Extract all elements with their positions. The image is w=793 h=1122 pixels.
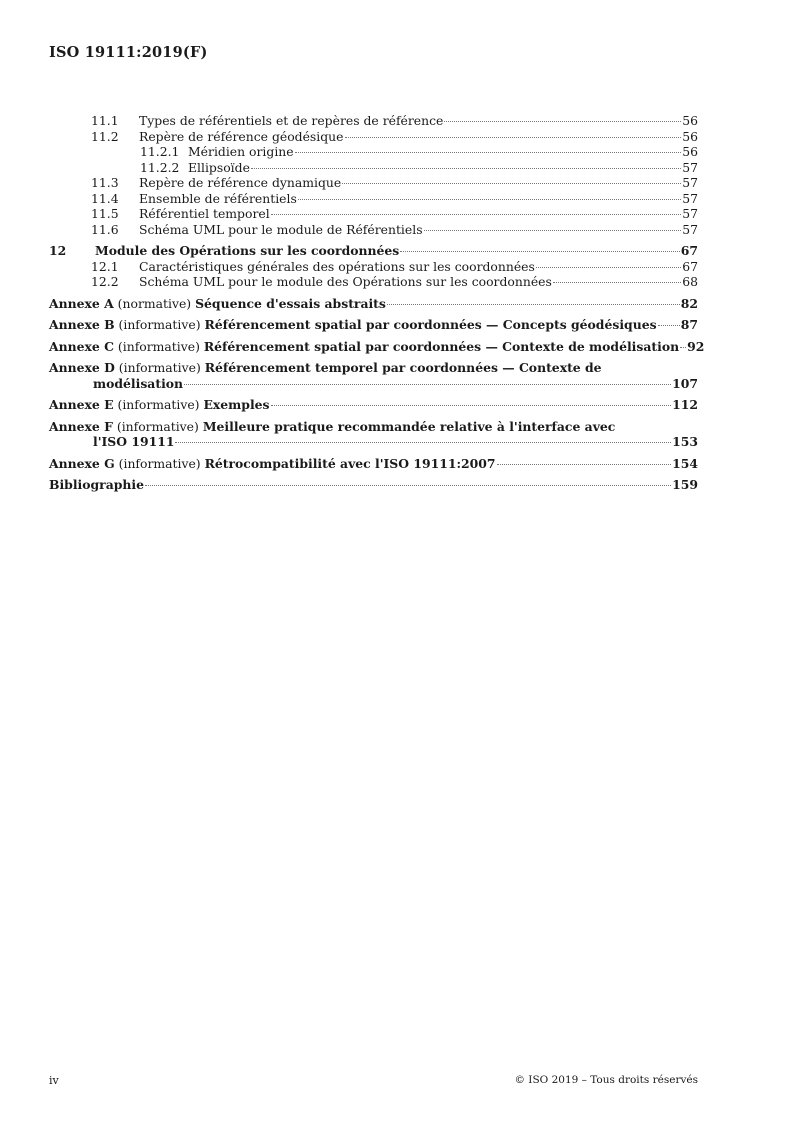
toc-entry-12-1[interactable]	[49, 259, 698, 275]
toc-entry-title: Repère de référence géodésique	[139, 128, 344, 144]
toc-entry-number: 11.2.1	[140, 144, 180, 159]
toc-entry-page: 154	[672, 455, 698, 471]
toc-entry-page: 56	[682, 113, 698, 128]
annex-label: Annexe B	[49, 317, 115, 332]
toc-entry-page: 159	[672, 477, 698, 492]
toc-annex-e[interactable]	[49, 397, 698, 413]
footer-page-number: iv	[49, 1074, 59, 1087]
dot-leader	[536, 267, 681, 268]
annex-kind: (informative)	[118, 317, 201, 332]
toc-entry-page: 68	[682, 274, 698, 289]
toc-entry-number: 12	[49, 243, 67, 258]
toc-entry-title: Repère de référence dynamique	[139, 175, 342, 190]
dot-leader	[345, 137, 682, 138]
toc-entry-number: 11.6	[91, 221, 119, 237]
dot-leader	[387, 304, 680, 305]
dot-leader	[658, 325, 680, 326]
annex-label: Annexe A	[49, 295, 114, 311]
table-of-contents	[49, 113, 705, 493]
annex-title: Référencement spatial par coordonnées — Contexte de modélisation	[203, 338, 680, 354]
toc-entry-12-2[interactable]	[49, 274, 698, 290]
dot-leader	[298, 199, 681, 200]
toc-entry-page: 57	[682, 159, 698, 175]
toc-entry-title: Caractéristiques générales des opérations sur les coordonnées	[139, 258, 535, 274]
toc-entry-page: 56	[682, 128, 698, 144]
dot-leader	[342, 183, 681, 184]
toc-entry-number: 11.3	[91, 175, 119, 190]
toc-entry-page: 87	[680, 317, 698, 332]
toc-entry-11-3[interactable]	[49, 175, 698, 191]
toc-entry-11-2-2[interactable]	[49, 160, 698, 176]
dot-leader	[553, 282, 681, 283]
dot-leader	[145, 485, 671, 486]
annex-kind: (normative)	[117, 295, 192, 311]
toc-annex-f[interactable]	[49, 419, 698, 450]
toc-entry-11-2-1[interactable]	[49, 144, 698, 160]
annex-title: Exemples	[203, 397, 270, 412]
dot-leader	[251, 168, 681, 169]
toc-entry-page: 92	[687, 338, 705, 354]
toc-entry-title: Bibliographie	[49, 477, 145, 492]
toc-entry-number: 11.4	[91, 190, 119, 206]
toc-entry-title: Schéma UML pour le module des Opérations sur les coordonnées	[139, 274, 552, 289]
toc-entry-page: 112	[672, 397, 698, 412]
annex-label: Annexe E	[49, 397, 114, 412]
annex-label: Annexe G	[49, 455, 115, 471]
toc-entry-11-1[interactable]	[49, 113, 698, 129]
annex-label: Annexe F	[49, 418, 113, 434]
toc-entry-number: 11.2.2	[140, 159, 180, 175]
toc-entry-page: 57	[682, 206, 698, 221]
toc-entry-number: 12.2	[91, 274, 119, 289]
toc-entry-number: 11.2	[91, 128, 119, 144]
dot-leader	[400, 251, 679, 252]
toc-entry-page: 57	[682, 221, 698, 237]
toc-entry-page: 82	[680, 295, 698, 311]
toc-entry-page: 56	[682, 144, 698, 159]
toc-entry-11-2[interactable]	[49, 129, 698, 145]
footer-copyright: © ISO 2019 – Tous droits réservés	[514, 1074, 698, 1086]
dot-leader	[295, 152, 682, 153]
toc-entry-title: Méridien origine	[188, 144, 294, 159]
annex-title: Référencement spatial par coordonnées — Concepts géodésiques	[204, 317, 657, 332]
toc-annex-g[interactable]	[49, 456, 698, 472]
toc-chapter-12[interactable]	[49, 243, 698, 259]
annex-kind: (informative)	[117, 397, 200, 412]
toc-entry-number: 11.1	[91, 113, 119, 128]
annex-title: Meilleure pratique recommandée relative à l'interface avec	[202, 418, 616, 434]
toc-entry-11-5[interactable]	[49, 206, 698, 222]
toc-entry-title: Schéma UML pour le module de Référentiels	[139, 221, 423, 237]
dot-leader	[497, 464, 672, 465]
dot-leader	[680, 347, 686, 348]
annex-title: Rétrocompatibilité avec l'ISO 19111:2007	[204, 455, 496, 471]
toc-annex-b[interactable]	[49, 317, 698, 333]
dot-leader	[444, 121, 681, 122]
toc-annex-a[interactable]	[49, 296, 698, 312]
annex-title-continuation: l'ISO 19111	[93, 434, 175, 449]
toc-entry-page: 67	[682, 258, 698, 274]
toc-entry-title: Ensemble de référentiels	[139, 190, 297, 206]
toc-annex-c[interactable]	[49, 338, 705, 355]
toc-entry-title: Types de référentiels et de repères de référence	[139, 113, 444, 128]
dot-leader	[175, 442, 671, 443]
annex-kind: (informative)	[118, 455, 201, 471]
dot-leader	[184, 384, 671, 385]
toc-entry-11-6[interactable]	[49, 222, 698, 238]
toc-entry-number: 12.1	[91, 258, 119, 274]
toc-entry-title: Ellipsoïde	[188, 159, 250, 175]
annex-kind: (informative)	[117, 338, 200, 354]
dot-leader	[271, 405, 672, 406]
toc-entry-page: 57	[682, 175, 698, 190]
toc-entry-page: 107	[672, 375, 698, 391]
toc-entry-page: 57	[682, 190, 698, 206]
toc-bibliography[interactable]	[49, 477, 698, 493]
annex-title: Séquence d'essais abstraits	[195, 295, 386, 311]
annex-label: Annexe C	[49, 338, 114, 354]
toc-entry-title: Référentiel temporel	[139, 206, 270, 221]
toc-entry-11-4[interactable]	[49, 191, 698, 207]
annex-label: Annexe D	[49, 360, 115, 375]
toc-entry-page: 153	[672, 434, 698, 449]
dot-leader	[424, 230, 682, 231]
document-id-header: ISO 19111:2019(F)	[49, 44, 208, 61]
toc-entry-title: Module des Opérations sur les coordonnées	[95, 243, 400, 258]
annex-title: Référencement temporel par coordonnées — Contexte de	[204, 360, 602, 375]
toc-annex-d[interactable]	[49, 360, 698, 391]
annex-title-continuation: modélisation	[93, 375, 184, 391]
dot-leader	[271, 214, 682, 215]
toc-entry-page: 67	[680, 243, 698, 258]
toc-entry-number: 11.5	[91, 206, 119, 221]
annex-kind: (informative)	[116, 418, 199, 434]
annex-kind: (informative)	[118, 360, 201, 375]
